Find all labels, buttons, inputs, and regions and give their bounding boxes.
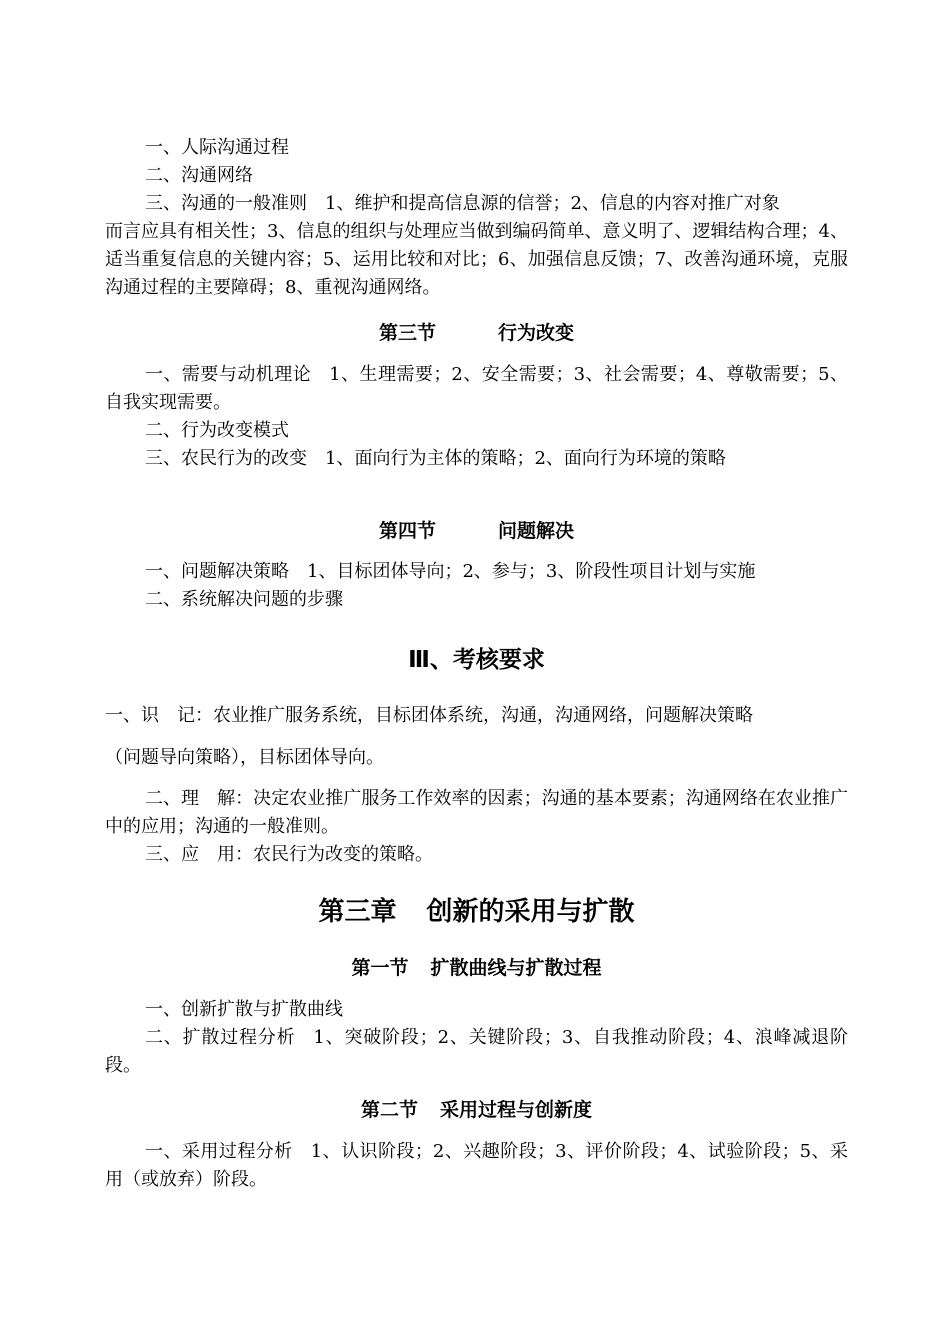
assessment-apply (105, 841, 848, 869)
sec3-item-3-title: 三、农民行为的改变 (145, 448, 307, 469)
ch2-sec2-item-3-line-1 (105, 190, 848, 218)
section-4-label: 第四节 (378, 520, 436, 542)
ch2-sec2-item-1: 一、人际沟通过程 (145, 137, 289, 158)
assessment-apply-body: 农民行为改变的策略。 (253, 844, 433, 865)
chapter-3-heading (105, 893, 848, 931)
sec3-item-3 (105, 445, 848, 473)
ch2-sec2-item-3-body-line-1: 1、维护和提高信息源的信誉；2、信息的内容对推广对象 (325, 193, 780, 214)
section-3-label: 第三节 (378, 322, 436, 344)
section-4-heading (105, 517, 848, 545)
assessment-understand (105, 785, 848, 841)
ch3-sec1-item-2-title: 二、扩散过程分析 (145, 1027, 296, 1048)
ch3-sec2-item-1-title: 一、采用过程分析 (145, 1141, 293, 1162)
ch2-sec2-item-2: 二、沟通网络 (145, 165, 253, 186)
sec3-item-1 (105, 361, 848, 417)
sec3-item-2: 二、行为改变模式 (145, 420, 289, 441)
ch3-section-1-title: 扩散曲线与扩散过程 (430, 957, 602, 979)
ch3-section-2-title: 采用过程与创新度 (440, 1099, 593, 1121)
section-3-title: 行为改变 (498, 322, 575, 344)
ch3-sec1-item-1: 一、创新扩散与扩散曲线 (145, 999, 343, 1020)
ch3-sec1-item-2 (105, 1024, 848, 1080)
ch3-sec2-item-1 (105, 1138, 848, 1194)
assessment-recall-body-1: 农业推广服务系统，目标团体系统，沟通，沟通网络，问题解决策略 (213, 705, 753, 726)
ch2-sec2-item-3-title: 三、沟通的一般准则 (145, 193, 307, 214)
ch3-sec1-item-2-body: 1、突破阶段；2、关键阶段；3、自我推动阶段；4、浪峰减退阶段。 (105, 1027, 849, 1076)
sec4-item-2: 二、系统解决问题的步骤 (145, 589, 343, 610)
sec3-item-1-body: 1、生理需要；2、安全需要；3、社会需要；4、尊敬需要；5、自我实现需要。 (105, 364, 848, 413)
ch3-section-2-heading (105, 1096, 848, 1124)
sec4-item-1-title: 一、问题解决策略 (145, 561, 289, 582)
sec3-item-3-body: 1、面向行为主体的策略；2、面向行为环境的策略 (325, 448, 726, 469)
ch3-sec2-item-1-body: 1、认识阶段；2、兴趣阶段；3、评价阶段；4、试验阶段；5、采用（或放弃）阶段。 (105, 1141, 848, 1190)
section-3-heading (105, 319, 848, 347)
ch3-section-2-label: 第二节 (360, 1099, 418, 1121)
sec3-item-1-title: 一、需要与动机理论 (145, 364, 312, 385)
assessment-recall-label: 一、识 记： (105, 705, 213, 726)
chapter-3-title: 创新的采用与扩散 (426, 897, 635, 927)
assessment-recall-line-2: （问题导向策略），目标团体导向。 (105, 747, 384, 768)
assessment-understand-label: 二、理 解： (145, 788, 254, 809)
sec4-item-1 (105, 558, 848, 586)
ch3-section-1-heading (105, 954, 848, 982)
assessment-recall-line-1 (105, 702, 848, 730)
assessment-apply-label: 三、应 用： (145, 844, 253, 865)
ch2-sec2-item-3-body-rest: 而言应具有相关性；3、信息的组织与处理应当做到编码简单、意义明了、逻辑结构合理；4、适当重复信息的关键内容；5、运用比较和对比；6、加强信息反馈；7、改善沟通环境，克服沟通过程的主要障碍；8、重视沟通网络。 (105, 221, 848, 298)
assessment-understand-body: 决定农业推广服务工作效率的因素；沟通的基本要素；沟通网络在农业推广中的应用；沟通的一般准则。 (105, 788, 849, 837)
ch3-section-1-label: 第一节 (351, 957, 409, 979)
sec4-item-1-body: 1、目标团体导向；2、参与；3、阶段性项目计划与实施 (307, 561, 756, 582)
assessment-heading: Ⅲ、考核要求 (408, 647, 545, 673)
chapter-3-label: 第三章 (318, 897, 397, 927)
section-4-title: 问题解决 (498, 520, 575, 542)
